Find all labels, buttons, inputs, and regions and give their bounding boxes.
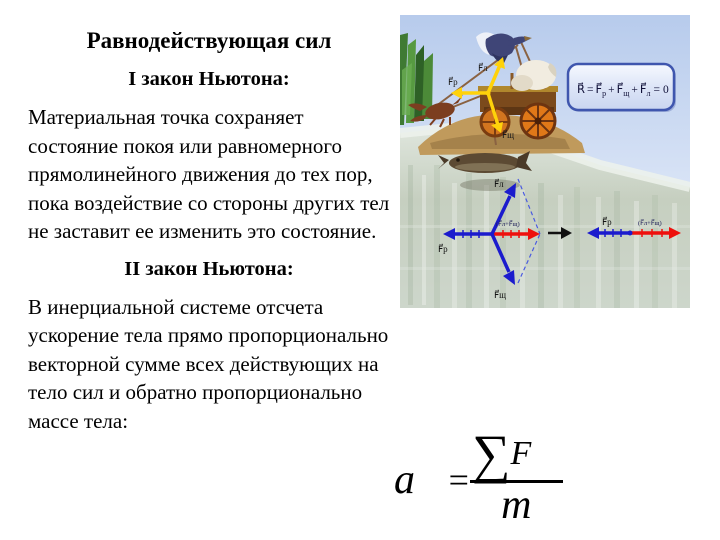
equals-sign: =: [448, 459, 469, 500]
balance-label-crayfish: F⃗р: [602, 217, 612, 227]
diagram-label-sum: (F⃗л+F⃗щ): [496, 221, 520, 228]
fable-forces-illustration: [400, 15, 690, 308]
formula-numerator: [470, 424, 563, 484]
law1-text: Материальная точка сохраняет состояние покоя или равномерного прямолинейного движения до тех пор, пока воздействие со стороны других тел не заставит ее изменить это состояние.: [28, 105, 390, 243]
formula-fraction: [470, 424, 563, 528]
diagram-label-swan: F⃗л: [494, 179, 504, 189]
law1-heading: I закон Ньютона:: [128, 68, 290, 90]
force-symbol: F⃗: [510, 435, 558, 472]
acceleration-symbol: a⃗: [394, 456, 448, 503]
equation-box: [568, 64, 676, 112]
swan-pike-crayfish-figure: [400, 15, 690, 308]
force-label-pike: F⃗щ: [502, 130, 515, 140]
equation-box-text: R⃗ = $F⃗_р$ + $F⃗_щ$ + $F⃗_л = 0$: [577, 84, 669, 98]
diagram-label-pike: F⃗щ: [494, 290, 507, 300]
force-label-swan: F⃗л: [478, 63, 488, 73]
force-label-crayfish: F⃗р: [448, 77, 458, 87]
balance-label-sum: (F⃗л+F⃗щ): [638, 220, 662, 227]
law2-text: В инерциальной системе отсчета ускорение тела прямо пропорционально векторной сумме всех действующих на тело сил и обратно пропорционально массе тела:: [28, 294, 389, 433]
mass-symbol: m: [501, 482, 532, 528]
page-title: Равнодействующая сил: [86, 28, 332, 53]
diagram-label-crayfish: F⃗р: [438, 244, 448, 254]
sigma-symbol: ∑: [471, 424, 511, 484]
law2-heading: II закон Ньютона:: [124, 257, 294, 280]
text-column: [28, 26, 390, 445]
second-law-formula: [394, 424, 563, 528]
